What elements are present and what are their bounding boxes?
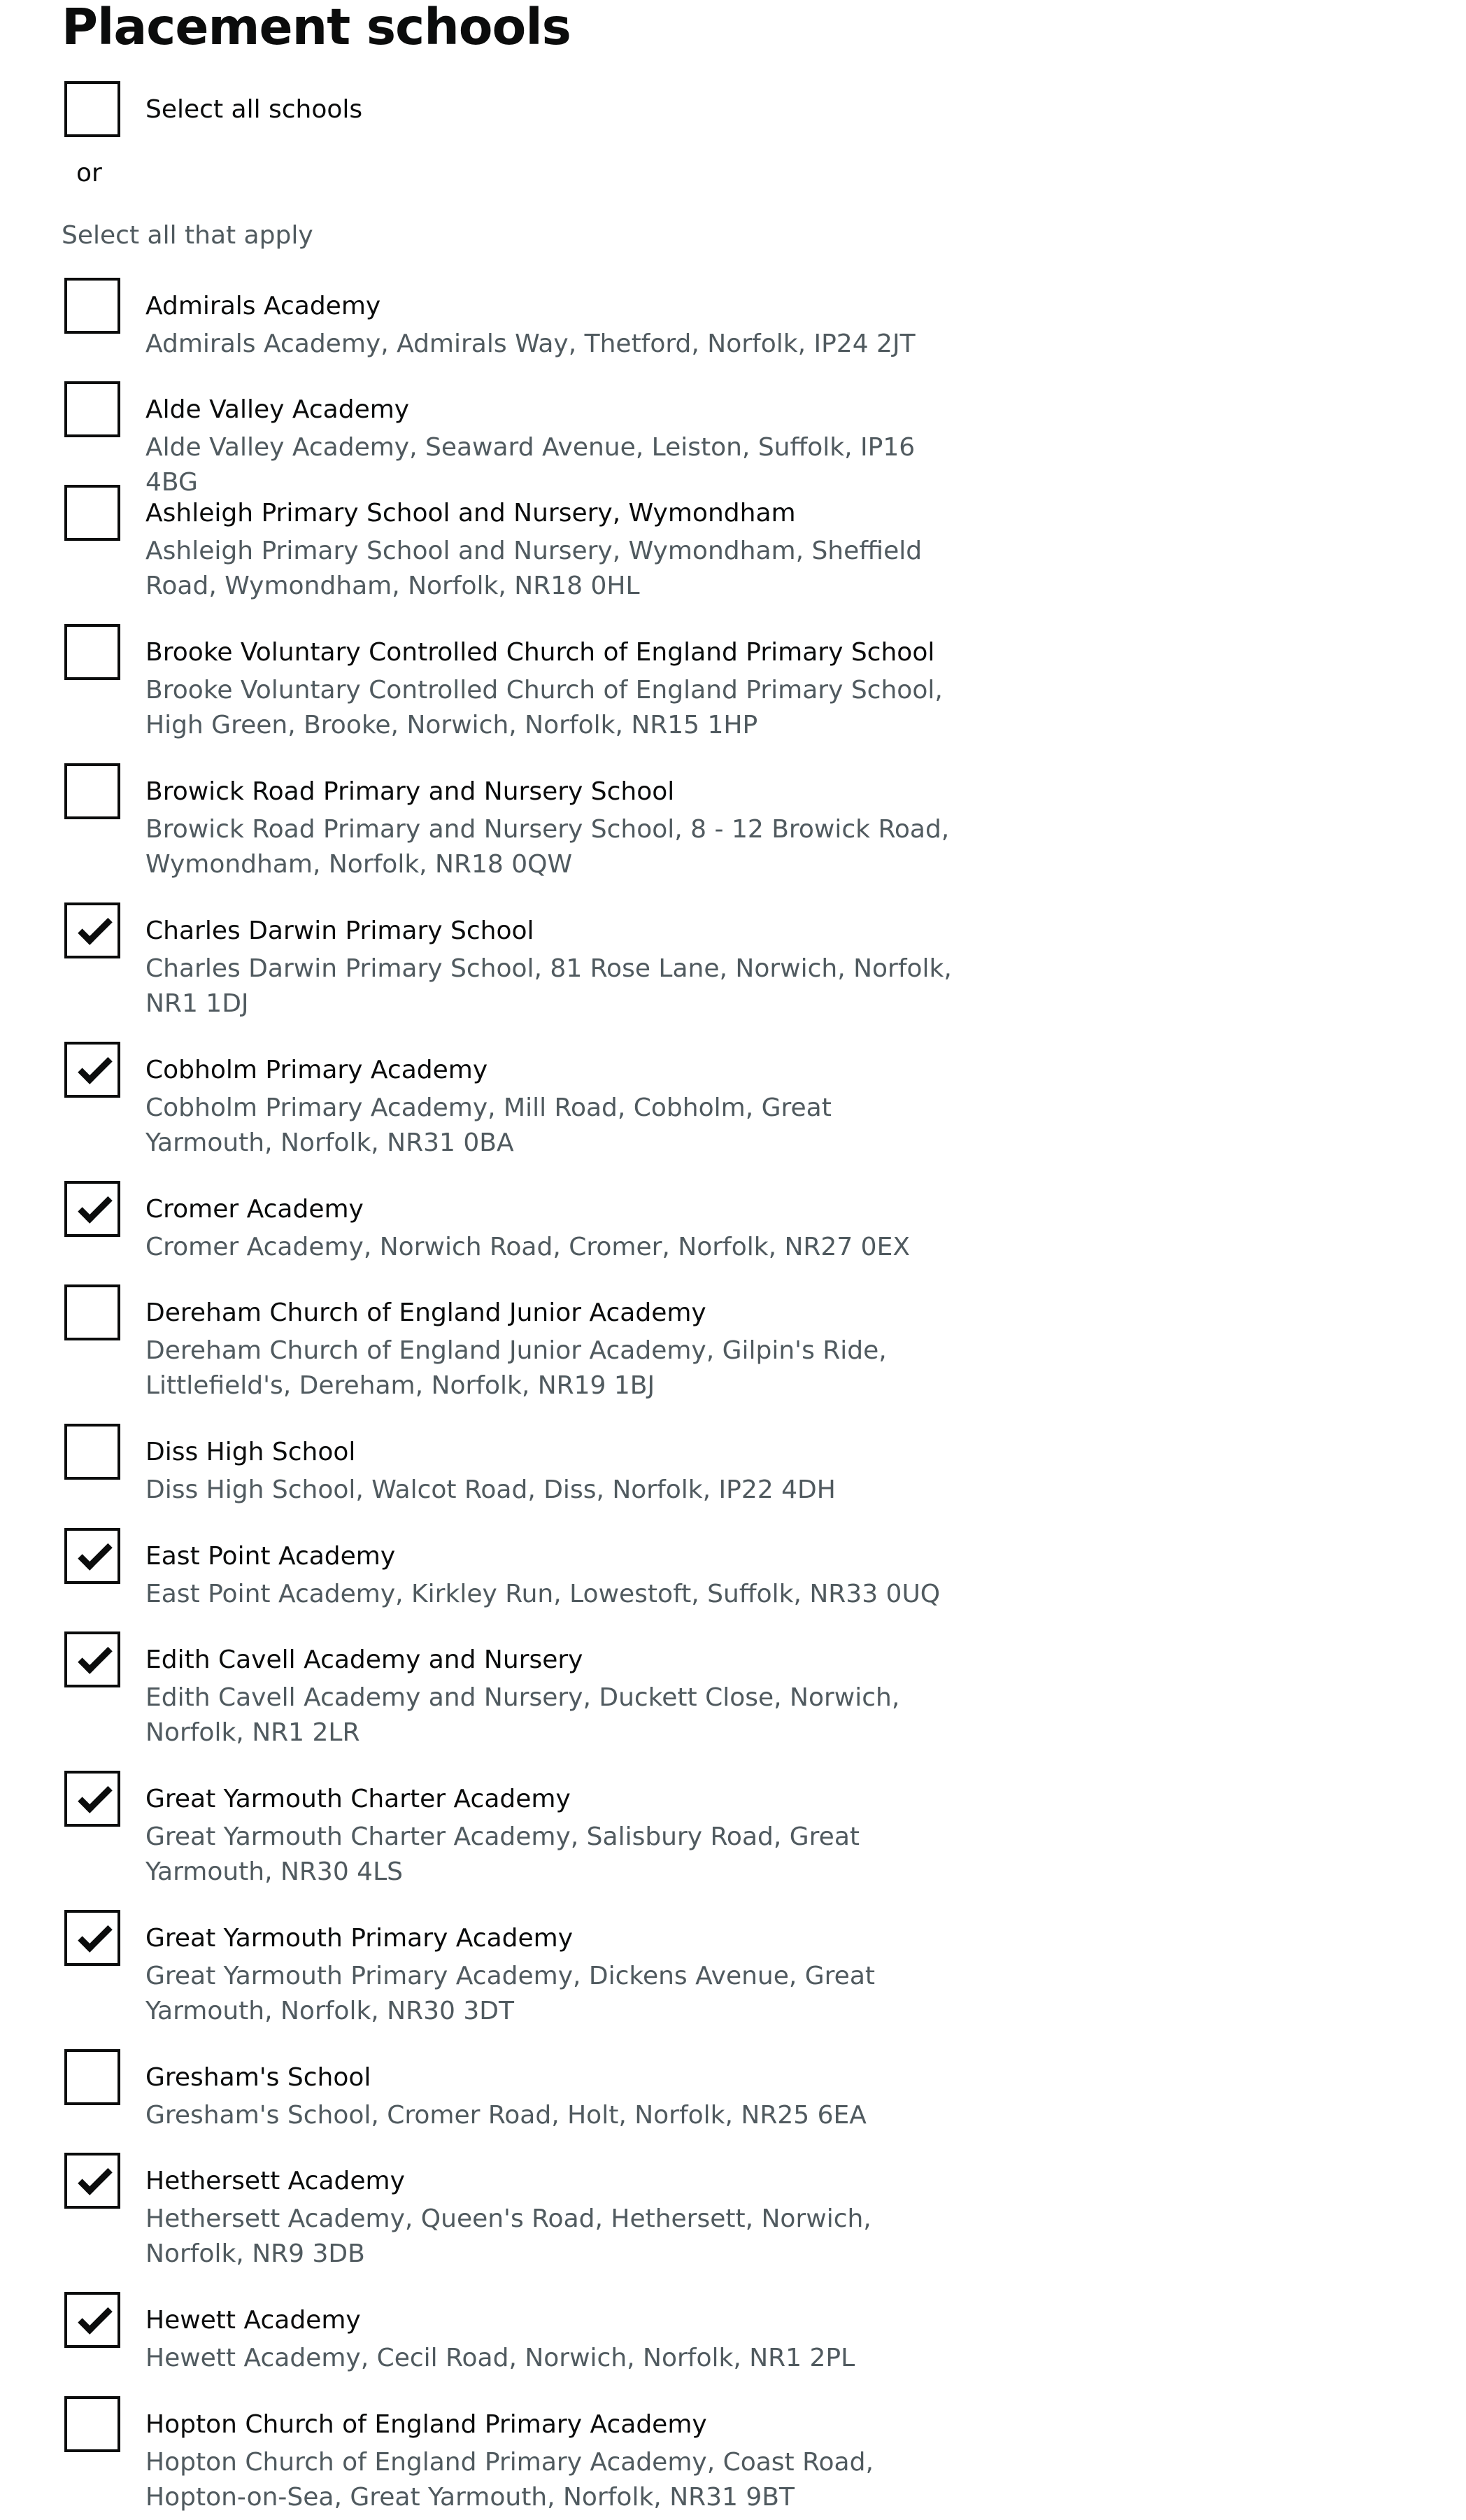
school-address-hint: Great Yarmouth Primary Academy, Dickens Avenue, Great Yarmouth, Norfolk, NR30 3DT xyxy=(145,1962,875,2025)
school-checkbox[interactable] xyxy=(64,381,120,437)
school-name-label[interactable]: Great Yarmouth Primary Academy xyxy=(145,1924,573,1953)
school-name-label[interactable]: Edith Cavell Academy and Nursery xyxy=(145,1645,583,1674)
school-name-label[interactable]: Hopton Church of England Primary Academy xyxy=(145,2410,707,2439)
school-address-hint: Gresham's School, Cromer Road, Holt, Norfolk, NR25 6EA xyxy=(145,2101,867,2130)
school-name-label[interactable]: Cobholm Primary Academy xyxy=(145,1056,488,1084)
school-address-hint: Alde Valley Academy, Seaward Avenue, Leiston, Suffolk, IP16 4BG xyxy=(145,433,916,497)
school-address-hint: Diss High School, Walcot Road, Diss, Norfolk, IP22 4DH xyxy=(145,1475,836,1504)
school-name-label[interactable]: Cromer Academy xyxy=(145,1195,364,1224)
school-address-hint: Brooke Voluntary Controlled Church of England Primary School, High Green, Brooke, Norwich, Norfolk, NR15 1HP xyxy=(145,676,943,739)
school-name-label[interactable]: Great Yarmouth Charter Academy xyxy=(145,1785,571,1813)
school-address-hint: Cromer Academy, Norwich Road, Cromer, Norfolk, NR27 0EX xyxy=(145,1233,910,1261)
school-checkbox[interactable] xyxy=(64,624,120,680)
school-checkbox[interactable] xyxy=(64,485,120,541)
school-name-label[interactable]: Ashleigh Primary School and Nursery, Wymondham xyxy=(145,499,796,528)
page-title: Placement schools xyxy=(62,0,571,56)
school-address-hint: Hewett Academy, Cecil Road, Norwich, Norfolk, NR1 2PL xyxy=(145,2344,855,2372)
school-checkbox[interactable] xyxy=(64,1284,120,1340)
school-checkbox[interactable] xyxy=(64,2049,120,2105)
school-name-label[interactable]: Hewett Academy xyxy=(145,2306,361,2335)
school-name-label[interactable]: Browick Road Primary and Nursery School xyxy=(145,777,675,806)
school-name-label[interactable]: Charles Darwin Primary School xyxy=(145,916,534,945)
school-address-hint: Admirals Academy, Admirals Way, Thetford, Norfolk, IP24 2JT xyxy=(145,330,916,358)
school-address-hint: Dereham Church of England Junior Academy, Gilpin's Ride, Littlefield's, Dereham, Norfolk, NR19 1BJ xyxy=(145,1336,887,1400)
school-address-hint: Hopton Church of England Primary Academy, Coast Road, Hopton-on-Sea, Great Yarmouth, Norfolk, NR31 9BT xyxy=(145,2448,874,2512)
school-name-label[interactable]: Gresham's School xyxy=(145,2063,371,2092)
school-name-label[interactable]: East Point Academy xyxy=(145,1542,396,1571)
school-checkbox[interactable] xyxy=(64,278,120,334)
school-name-label[interactable]: Dereham Church of England Junior Academy xyxy=(145,1298,706,1327)
school-name-label[interactable]: Hethersett Academy xyxy=(145,2167,405,2195)
school-checkbox[interactable] xyxy=(64,2153,120,2209)
school-address-hint: Cobholm Primary Academy, Mill Road, Cobholm, Great Yarmouth, Norfolk, NR31 0BA xyxy=(145,1093,832,1157)
school-name-label[interactable]: Admirals Academy xyxy=(145,292,381,320)
school-address-hint: Charles Darwin Primary School, 81 Rose Lane, Norwich, Norfolk, NR1 1DJ xyxy=(145,954,952,1018)
school-address-hint: Browick Road Primary and Nursery School, 8 - 12 Browick Road, Wymondham, Norfolk, NR18 0QW xyxy=(145,815,950,879)
school-checkbox[interactable] xyxy=(64,1424,120,1480)
school-checkbox[interactable] xyxy=(64,1910,120,1966)
school-address-hint: Edith Cavell Academy and Nursery, Duckett Close, Norwich, Norfolk, NR1 2LR xyxy=(145,1683,900,1747)
select-all-checkbox[interactable] xyxy=(64,81,120,137)
school-checkbox[interactable] xyxy=(64,1528,120,1584)
school-address-hint: East Point Academy, Kirkley Run, Lowestoft, Suffolk, NR33 0UQ xyxy=(145,1580,941,1608)
school-checkbox[interactable] xyxy=(64,763,120,819)
school-checkbox[interactable] xyxy=(64,2292,120,2348)
school-checkbox[interactable] xyxy=(64,2396,120,2452)
school-address-hint: Ashleigh Primary School and Nursery, Wymondham, Sheffield Road, Wymondham, Norfolk, NR18 0HL xyxy=(145,537,923,600)
school-checkbox[interactable] xyxy=(64,1181,120,1237)
school-address-hint: Hethersett Academy, Queen's Road, Hethersett, Norwich, Norfolk, NR9 3DB xyxy=(145,2204,871,2268)
school-checkbox[interactable] xyxy=(64,1631,120,1687)
select-hint: Select all that apply xyxy=(62,221,313,250)
school-address-hint: Great Yarmouth Charter Academy, Salisbury Road, Great Yarmouth, NR30 4LS xyxy=(145,1822,860,1886)
school-checkbox[interactable] xyxy=(64,902,120,958)
select-all-label[interactable]: Select all schools xyxy=(145,95,363,124)
school-checkbox[interactable] xyxy=(64,1771,120,1827)
school-name-label[interactable]: Diss High School xyxy=(145,1438,356,1466)
school-name-label[interactable]: Brooke Voluntary Controlled Church of England Primary School xyxy=(145,638,935,667)
school-checkbox[interactable] xyxy=(64,1042,120,1098)
school-name-label[interactable]: Alde Valley Academy xyxy=(145,395,410,424)
or-divider: or xyxy=(76,159,102,187)
